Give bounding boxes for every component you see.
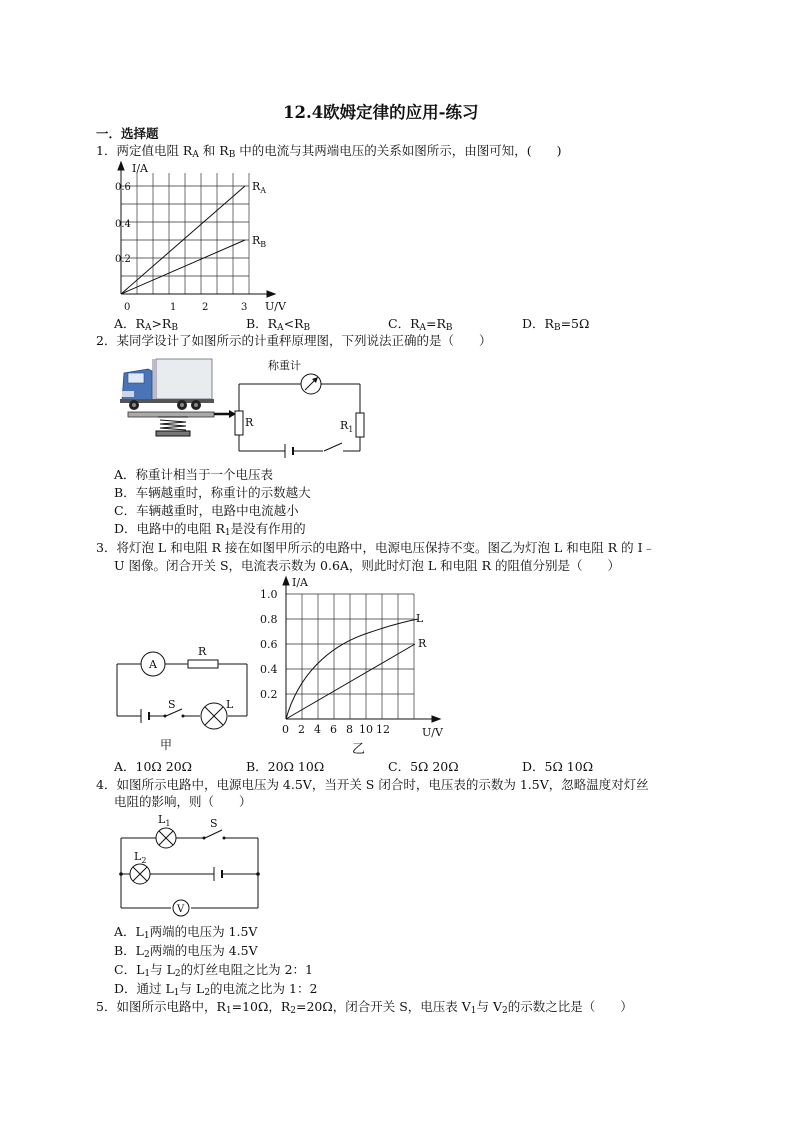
q3-xtick: 6 xyxy=(330,723,337,736)
voltmeter-label: V xyxy=(177,904,185,915)
switch-label: S xyxy=(168,698,176,711)
q3-line-r xyxy=(286,644,415,719)
q3-axes xyxy=(283,577,440,722)
question-4-line2: 电阻的影响，则（ ） xyxy=(114,794,252,809)
q3-option-a[interactable]: A．10Ω 20Ω xyxy=(114,759,193,774)
q3-iu-graph xyxy=(258,576,458,756)
q3-ytick: 0.2 xyxy=(260,688,278,701)
q3-xtick: 8 xyxy=(346,723,353,736)
q2-option-c[interactable]: C．车辆越重时，电路中电流越小 xyxy=(114,503,299,518)
scale-meter-label: 称重计 xyxy=(268,359,301,372)
q3-option-d[interactable]: D．5Ω 10Ω xyxy=(522,759,594,774)
resistor-r xyxy=(235,411,243,435)
q4-option-d[interactable]: D．通过 $L_1$与 $L_2$的电流之比为 1：2 xyxy=(114,981,318,998)
q1-iu-graph xyxy=(110,158,300,318)
q1-xtick: 0 xyxy=(124,302,131,313)
question-2-stem: 2．某同学设计了如图所示的计重秤原理图，下列说法正确的是（ ） xyxy=(96,333,492,348)
switch-label: S xyxy=(210,817,218,830)
resistor-r1 xyxy=(356,413,364,437)
resistor-r xyxy=(188,660,218,668)
q1-ytick: 0.6 xyxy=(115,182,131,193)
q3-ytick: 0.8 xyxy=(260,613,278,626)
l1-label: $L_1$ xyxy=(158,813,171,828)
page-title: 12.4欧姆定律的应用-练习 xyxy=(283,103,479,122)
q4-option-c[interactable]: C．$L_1$与 $L_2$的灯丝电阻之比为 2：1 xyxy=(114,962,314,979)
question-4-line1: 4．如图所示电路中，电源电压为 4.5V，当开关 S 闭合时，电压表的示数为 1.5V，忽略温度对灯丝 xyxy=(96,777,649,792)
q3-xtick: 4 xyxy=(314,723,321,736)
q2-option-d[interactable]: D．电路中的电阻 $R_1$是没有作用的 xyxy=(114,521,306,538)
q3-option-b[interactable]: B．20Ω 10Ω xyxy=(246,759,325,774)
q2-option-a[interactable]: A．称重计相当于一个电压表 xyxy=(114,467,274,482)
q3-xtick: 12 xyxy=(376,723,390,736)
question-3-line2: U 图像。闭合开关 S，电流表示数为 0.6A，则此时灯泡 L 和电阻 R 的阻值分别是（ ） xyxy=(114,558,621,573)
q1-xlabel: U/V xyxy=(265,300,286,313)
q4-option-a[interactable]: A．$L_1$两端的电压为 1.5V xyxy=(114,924,258,941)
q1-ytick: 0.2 xyxy=(115,254,131,265)
lamp-label: L xyxy=(226,698,234,711)
q1-option-b[interactable]: B．$R_A<R_B$ xyxy=(246,316,311,333)
scale-platform xyxy=(128,412,214,417)
q2-option-b[interactable]: B．车辆越重时，称重计的示数越大 xyxy=(114,485,311,500)
q1-option-a[interactable]: A．$R_A>R_B$ xyxy=(114,316,178,333)
l2-label: $L_2$ xyxy=(134,850,147,865)
q3-ytick: 0.4 xyxy=(260,663,278,676)
q1-xtick: 1 xyxy=(170,302,177,313)
q4-circuit-diagram xyxy=(118,812,268,922)
section-heading: 一．选择题 xyxy=(96,126,159,141)
resistor-label: R xyxy=(198,645,207,658)
q1-xtick: 2 xyxy=(202,302,209,313)
q3-xtick: 0 xyxy=(282,723,289,736)
question-5-stem: 5．如图所示电路中，$R_1=10\Omega$，$R_2=20\Omega$，闭合开关 S，电压表 $V_1$与 $V_2$的示数之比是（ ） xyxy=(96,999,633,1016)
q4-option-b[interactable]: B．$L_2$两端的电压为 4.5V xyxy=(114,943,258,960)
q3-ytick: 1.0 xyxy=(260,588,278,601)
q3-label-l: L xyxy=(416,612,424,625)
q3-circuit-diagram xyxy=(114,640,254,755)
q1-label-rb: $R_B$ xyxy=(252,234,267,249)
q1-label-ra: $R_A$ xyxy=(252,180,267,195)
q3-ylabel: I/A xyxy=(292,576,308,589)
scale-spring xyxy=(156,417,190,436)
q1-option-d[interactable]: D．$R_B=5\Omega$ xyxy=(522,316,590,333)
q3-ytick: 0.6 xyxy=(260,638,278,651)
q3-xtick: 2 xyxy=(298,723,305,736)
q1-option-c[interactable]: C．$R_A=R_B$ xyxy=(388,316,453,333)
graph-caption: 乙 xyxy=(352,742,366,757)
truck-image xyxy=(120,359,214,410)
circuit-caption: 甲 xyxy=(160,738,173,752)
q2-scale-diagram xyxy=(118,355,368,465)
q1-grid xyxy=(121,173,249,294)
question-3-line1: 3．将灯泡 L 和电阻 R 接在如图甲所示的电路中，电源电压保持不变。图乙为灯泡 L 和电阻 R 的 I﹣ xyxy=(96,540,656,555)
q3-xtick: 10 xyxy=(359,723,373,736)
q3-xlabel: U/V xyxy=(422,726,443,739)
q1-line-rb xyxy=(121,240,245,294)
question-1-stem: 1．两定值电阻 $R_A$ 和 $R_B$ 中的电流与其两端电压的关系如图所示，由图可知，( ) xyxy=(96,143,562,160)
q1-ytick: 0.4 xyxy=(115,219,131,230)
q1-xtick: 3 xyxy=(241,302,248,313)
q3-option-c[interactable]: C．5Ω 20Ω xyxy=(388,759,459,774)
r1-label: $R_1$ xyxy=(340,419,354,434)
q1-ylabel: I/A xyxy=(132,162,148,175)
q3-grid xyxy=(286,594,414,719)
q3-label-r: R xyxy=(418,637,427,650)
r-label: R xyxy=(245,416,254,429)
ammeter-label: A xyxy=(149,658,157,671)
